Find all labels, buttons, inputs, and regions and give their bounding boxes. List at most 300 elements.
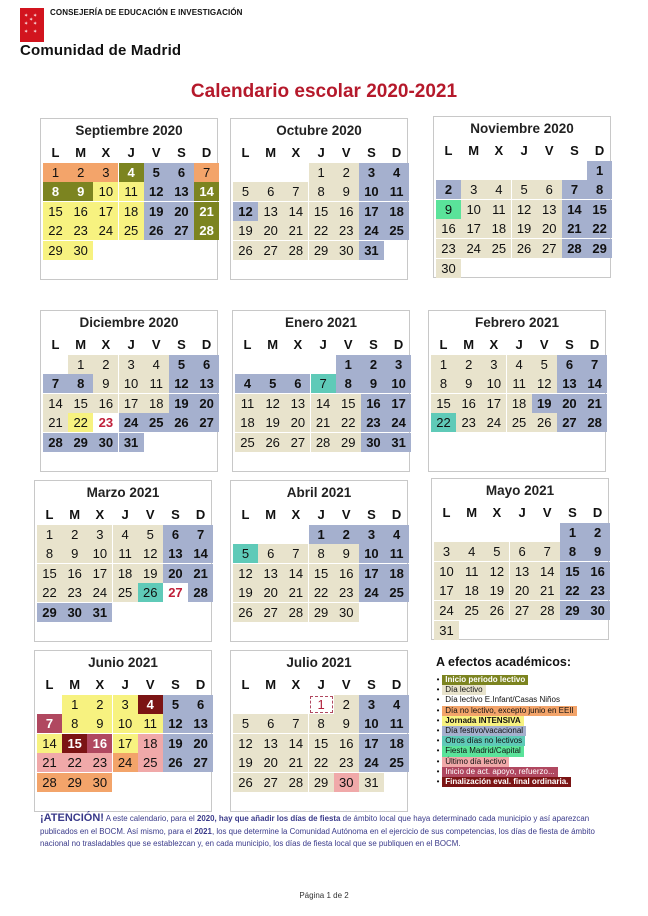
day-cell: 9 — [93, 374, 118, 393]
weekday-header: M — [468, 143, 480, 158]
day-cell: 31 — [434, 621, 459, 640]
day-cell: 8 — [62, 714, 87, 733]
day-cell: 9 — [68, 182, 93, 201]
day-cell: 26 — [169, 413, 194, 432]
day-cell: 4 — [507, 355, 532, 374]
day-cell: 24 — [87, 583, 112, 602]
day-cell: 20 — [163, 564, 188, 583]
legend-item — [436, 746, 636, 756]
day-cell: 10 — [359, 544, 384, 563]
day-cell: 14 — [562, 200, 587, 219]
month-title: Diciembre 2020 — [79, 315, 179, 330]
day-cell: 16 — [456, 394, 481, 413]
day-cell: 24 — [359, 221, 384, 240]
month-title: Julio 2021 — [286, 655, 352, 670]
weekday-header: D — [195, 677, 206, 692]
page-title: Calendario escolar 2020-2021 — [190, 81, 458, 102]
day-cell: 23 — [98, 415, 114, 431]
note-text-2: de ámbito local que haya determinado cada municipio y así aparezcan publicados en el BOCM. Así mismo, para el — [40, 814, 590, 836]
day-cell: 7 — [535, 542, 560, 561]
day-cell: 17 — [461, 219, 486, 238]
day-cell: 2 — [334, 163, 359, 182]
day-cell: 10 — [434, 562, 459, 581]
day-cell: 27 — [194, 413, 219, 432]
day-cell: 1 — [43, 163, 68, 182]
empty-cell — [484, 523, 509, 542]
empty-cell — [258, 695, 283, 714]
day-cell: 22 — [62, 753, 87, 772]
day-cell: 18 — [144, 394, 169, 413]
month-title: Noviembre 2020 — [470, 121, 574, 136]
day-cell: 5 — [512, 180, 537, 199]
day-cell: 12 — [138, 544, 163, 563]
day-cell: 16 — [334, 734, 359, 753]
day-cell: 10 — [359, 714, 384, 733]
day-cell: 19 — [138, 564, 163, 583]
day-cell: 21 — [43, 413, 68, 432]
day-cell: 19 — [169, 394, 194, 413]
day-cell: 11 — [113, 544, 138, 563]
bullet-icon: • — [436, 695, 440, 705]
legend-item — [436, 685, 636, 695]
day-cell: 1 — [68, 355, 93, 374]
bullet-icon: • — [436, 746, 440, 756]
day-cell: 22 — [309, 583, 334, 602]
weekday-header: V — [145, 677, 155, 692]
day-cell: 18 — [507, 394, 532, 413]
day-cell: 27 — [258, 773, 283, 792]
day-cell: 20 — [258, 221, 283, 240]
day-cell: 8 — [309, 544, 334, 563]
day-cell: 3 — [359, 695, 384, 714]
page-footer: Página 1 de 2 — [299, 891, 349, 900]
day-cell: 25 — [486, 239, 511, 258]
weekday-header: V — [151, 145, 161, 160]
weekday-header: S — [369, 337, 378, 352]
day-cell: 29 — [68, 433, 93, 452]
day-cell: 21 — [283, 753, 308, 772]
day-cell: 20 — [557, 394, 582, 413]
legend-title: A efectos académicos: — [436, 655, 572, 669]
legend-label: Finalización eval. final ordinaria. — [442, 777, 571, 787]
attention-label: ¡ATENCIÓN! — [40, 812, 104, 824]
day-cell: 23 — [334, 221, 359, 240]
day-cell: 6 — [169, 163, 194, 182]
day-cell: 30 — [87, 773, 112, 792]
day-cell: 1 — [37, 525, 62, 544]
day-cell: 24 — [359, 583, 384, 602]
weekday-header: D — [391, 145, 402, 160]
day-cell: 23 — [334, 753, 359, 772]
day-cell: 24 — [461, 239, 486, 258]
day-cell: 6 — [285, 374, 310, 393]
day-cell: 7 — [283, 182, 308, 201]
weekday-header: M — [265, 145, 277, 160]
day-cell: 10 — [386, 374, 411, 393]
day-cell: 14 — [283, 564, 308, 583]
day-cell: 19 — [532, 394, 557, 413]
day-cell: 1 — [587, 161, 612, 180]
day-cell: 22 — [43, 221, 68, 240]
weekday-header: J — [317, 677, 325, 692]
weekday-header: L — [51, 145, 60, 160]
day-cell: 25 — [235, 433, 260, 452]
day-cell: 8 — [68, 374, 93, 393]
month-grid — [233, 143, 407, 260]
day-cell: 15 — [309, 734, 334, 753]
weekday-header: M — [265, 677, 277, 692]
day-cell: 7 — [188, 525, 213, 544]
empty-cell — [486, 161, 511, 180]
day-cell: 27 — [510, 601, 535, 620]
empty-cell — [260, 355, 285, 374]
day-cell: 25 — [144, 413, 169, 432]
bullet-icon: • — [436, 705, 440, 715]
weekday-header: J — [121, 507, 129, 522]
day-cell: 12 — [163, 714, 188, 733]
legend-label: Último día lectivo — [442, 757, 509, 767]
weekday-header: D — [201, 145, 212, 160]
day-cell: 24 — [386, 413, 411, 432]
day-cell: 28 — [535, 601, 560, 620]
weekday-header: X — [489, 337, 499, 352]
weekday-header: M — [75, 145, 87, 160]
weekday-header: V — [145, 507, 155, 522]
day-cell: 29 — [560, 601, 585, 620]
bullet-icon: • — [436, 675, 440, 684]
day-cell: 4 — [138, 695, 163, 714]
month-grid — [434, 503, 608, 640]
empty-cell — [258, 163, 283, 182]
day-cell: 26 — [484, 601, 509, 620]
day-cell: 28 — [43, 433, 68, 452]
weekday-header: M — [265, 507, 277, 522]
weekday-header: L — [444, 143, 453, 158]
weekday-header: D — [391, 507, 402, 522]
day-cell: 17 — [359, 564, 384, 583]
weekday-header: L — [241, 677, 250, 692]
note-bold-2: 2021 — [194, 826, 212, 836]
day-cell: 11 — [384, 544, 409, 563]
weekday-header: V — [341, 677, 351, 692]
day-cell: 22 — [309, 221, 334, 240]
day-cell: 16 — [334, 564, 359, 583]
day-cell: 19 — [233, 221, 258, 240]
day-cell: 6 — [557, 355, 582, 374]
month-2 — [433, 116, 611, 278]
day-cell: 31 — [119, 433, 144, 452]
day-cell: 1 — [431, 355, 456, 374]
madrid-flag-logo: ✶ ✶ ✶ ✶ ✶ ✶ ✶ — [20, 8, 44, 42]
month-grid — [43, 143, 217, 260]
legend-item — [436, 726, 636, 736]
legend-item — [436, 675, 636, 685]
day-cell: 17 — [119, 394, 144, 413]
empty-cell — [258, 525, 283, 544]
bullet-icon: • — [436, 736, 440, 746]
day-cell: 13 — [163, 544, 188, 563]
day-cell: 8 — [309, 182, 334, 201]
day-cell: 13 — [188, 714, 213, 733]
month-title: Septiembre 2020 — [75, 123, 183, 138]
day-cell: 2 — [436, 180, 461, 199]
weekday-header: S — [177, 145, 186, 160]
day-cell: 13 — [510, 562, 535, 581]
weekday-header: X — [492, 505, 502, 520]
day-cell: 14 — [188, 544, 213, 563]
weekday-header: S — [171, 677, 180, 692]
weekday-header: X — [291, 677, 301, 692]
day-cell: 2 — [87, 695, 112, 714]
empty-cell — [285, 355, 310, 374]
day-cell: 5 — [144, 163, 169, 182]
day-cell: 29 — [309, 773, 334, 792]
weekday-header: V — [544, 143, 554, 158]
day-cell: 16 — [68, 202, 93, 221]
day-cell: 10 — [113, 714, 138, 733]
empty-cell — [434, 523, 459, 542]
empty-cell — [535, 523, 560, 542]
day-cell: 17 — [386, 394, 411, 413]
day-cell: 26 — [163, 753, 188, 772]
bullet-icon: • — [436, 766, 440, 776]
month-title: Marzo 2021 — [86, 485, 160, 500]
day-cell: 9 — [62, 544, 87, 563]
day-cell: 12 — [484, 562, 509, 581]
day-cell: 5 — [138, 525, 163, 544]
day-cell: 23 — [87, 753, 112, 772]
weekday-header: J — [515, 337, 523, 352]
day-cell: 26 — [233, 603, 258, 622]
department-name: CONSEJERÍA DE EDUCACIÓN E INVESTIGACIÓN — [50, 8, 243, 17]
day-cell: 27 — [188, 753, 213, 772]
month-grid — [431, 335, 605, 432]
day-cell: 16 — [62, 564, 87, 583]
legend-item — [436, 695, 636, 705]
day-cell: 22 — [336, 413, 361, 432]
day-cell: 24 — [359, 753, 384, 772]
day-cell: 13 — [194, 374, 219, 393]
day-cell: 1 — [309, 163, 334, 182]
day-cell: 21 — [582, 394, 607, 413]
day-cell: 3 — [113, 695, 138, 714]
day-cell: 26 — [532, 413, 557, 432]
day-cell: 21 — [535, 581, 560, 600]
day-cell: 12 — [233, 564, 258, 583]
weekday-header: M — [267, 337, 279, 352]
legend-label: Día lectivo E.Infant/Casas Niños — [442, 695, 563, 705]
legend — [436, 655, 636, 787]
day-cell: 31 — [87, 603, 112, 622]
day-cell: 10 — [461, 200, 486, 219]
day-cell: 15 — [43, 202, 68, 221]
legend-label: Día festivo/vacacional — [442, 726, 526, 736]
day-cell: 20 — [194, 394, 219, 413]
day-cell: 5 — [169, 355, 194, 374]
day-cell: 23 — [361, 413, 386, 432]
weekday-header: L — [51, 337, 60, 352]
bullet-icon: • — [436, 756, 440, 766]
day-cell: 22 — [560, 581, 585, 600]
day-cell: 2 — [585, 523, 610, 542]
day-cell: 9 — [334, 182, 359, 201]
day-cell: 25 — [384, 753, 409, 772]
day-cell: 30 — [334, 603, 359, 622]
day-cell: 5 — [233, 182, 258, 201]
day-cell: 21 — [311, 413, 336, 432]
day-cell: 4 — [459, 542, 484, 561]
legend-label: Día no lectivo, excepto junio en EEII — [442, 706, 577, 716]
month-1 — [230, 118, 408, 280]
legend-label: Inicio de act. apoyo, refuerzo... — [442, 767, 557, 777]
day-cell: 13 — [537, 200, 562, 219]
day-cell: 4 — [144, 355, 169, 374]
legend-item — [436, 777, 636, 787]
day-cell: 3 — [481, 355, 506, 374]
day-cell: 30 — [585, 601, 610, 620]
day-cell: 5 — [260, 374, 285, 393]
day-cell: 3 — [87, 525, 112, 544]
day-cell: 16 — [87, 734, 112, 753]
day-cell: 3 — [359, 525, 384, 544]
day-cell: 21 — [194, 202, 219, 221]
day-cell: 12 — [144, 182, 169, 201]
weekday-header: X — [95, 507, 105, 522]
day-cell: 21 — [37, 753, 62, 772]
day-cell: 14 — [283, 734, 308, 753]
day-cell: 30 — [436, 259, 461, 278]
day-cell: 25 — [138, 753, 163, 772]
day-cell: 8 — [587, 180, 612, 199]
day-cell: 23 — [585, 581, 610, 600]
day-cell: 28 — [311, 433, 336, 452]
day-cell: 4 — [384, 525, 409, 544]
legend-item — [436, 706, 636, 716]
weekday-header: M — [75, 337, 87, 352]
weekday-header: X — [291, 507, 301, 522]
day-cell: 22 — [37, 583, 62, 602]
day-cell: 25 — [459, 601, 484, 620]
month-title: Enero 2021 — [284, 315, 358, 330]
day-cell: 14 — [194, 182, 219, 201]
legend-item — [436, 757, 636, 767]
day-cell: 3 — [119, 355, 144, 374]
weekday-header: J — [121, 677, 129, 692]
day-cell: 17 — [113, 734, 138, 753]
weekday-header: M — [463, 337, 475, 352]
day-cell: 4 — [384, 695, 409, 714]
day-cell: 9 — [585, 542, 610, 561]
day-cell: 19 — [260, 413, 285, 432]
day-cell: 12 — [233, 734, 258, 753]
day-cell: 14 — [283, 202, 308, 221]
day-cell: 28 — [188, 583, 213, 602]
day-cell: 12 — [512, 200, 537, 219]
legend-label: Otros días no lectivos — [442, 736, 525, 746]
day-cell: 27 — [258, 603, 283, 622]
legend-label: Jornada INTENSIVA — [442, 716, 523, 726]
weekday-header: L — [241, 507, 250, 522]
day-cell: 4 — [486, 180, 511, 199]
weekday-header: X — [494, 143, 504, 158]
weekday-header: D — [391, 677, 402, 692]
day-cell: 9 — [334, 544, 359, 563]
day-cell: 2 — [334, 695, 359, 714]
day-cell: 10 — [93, 182, 118, 201]
day-cell: 18 — [486, 219, 511, 238]
day-cell: 20 — [510, 581, 535, 600]
empty-cell — [233, 695, 258, 714]
day-cell: 7 — [283, 544, 308, 563]
weekday-header: L — [241, 145, 250, 160]
weekday-header: S — [177, 337, 186, 352]
day-cell: 29 — [43, 241, 68, 260]
day-cell: 1 — [560, 523, 585, 542]
note-bold-1: 2020, hay que añadir los días de fiesta — [196, 814, 341, 823]
weekday-header: S — [570, 143, 579, 158]
day-cell: 27 — [258, 241, 283, 260]
day-cell: 2 — [93, 355, 118, 374]
day-cell: 3 — [434, 542, 459, 561]
day-cell: 19 — [144, 202, 169, 221]
day-cell: 21 — [562, 219, 587, 238]
day-cell: 28 — [37, 773, 62, 792]
day-cell: 6 — [510, 542, 535, 561]
day-cell: 16 — [334, 202, 359, 221]
day-cell: 13 — [258, 202, 283, 221]
day-cell: 30 — [361, 433, 386, 452]
day-cell: 8 — [43, 182, 68, 201]
day-cell: 18 — [113, 564, 138, 583]
empty-cell — [233, 163, 258, 182]
bullet-icon: • — [436, 777, 440, 787]
month-title: Abril 2021 — [286, 485, 352, 500]
weekday-header: V — [542, 505, 552, 520]
empty-cell — [311, 355, 336, 374]
day-cell: 25 — [507, 413, 532, 432]
day-cell: 2 — [456, 355, 481, 374]
legend-item — [436, 767, 636, 777]
weekday-header: D — [592, 505, 603, 520]
day-cell: 15 — [309, 564, 334, 583]
day-cell: 7 — [311, 374, 336, 393]
day-cell: 25 — [113, 583, 138, 602]
weekday-header: L — [45, 677, 54, 692]
day-cell: 22 — [309, 753, 334, 772]
day-cell: 30 — [93, 433, 118, 452]
weekday-header: J — [520, 143, 528, 158]
day-cell: 9 — [456, 374, 481, 393]
day-cell: 9 — [436, 200, 461, 219]
day-cell: 15 — [336, 394, 361, 413]
day-cell: 18 — [384, 734, 409, 753]
empty-cell — [436, 161, 461, 180]
day-cell: 6 — [194, 355, 219, 374]
weekday-header: S — [565, 337, 574, 352]
day-cell: 28 — [283, 603, 308, 622]
day-cell: 6 — [258, 714, 283, 733]
weekday-header: D — [393, 337, 404, 352]
day-cell: 30 — [334, 241, 359, 260]
day-cell: 3 — [93, 163, 118, 182]
note-text-3: , los que determine la Comunidad Autónoma en el ejercicio de sus competencias, los días de fiesta de ámbito nacional no trasladables que se establezcan y, en cada municipio, los días de fiesta local que se publiquen en el BOCM. — [40, 826, 595, 848]
month-6 — [34, 480, 212, 642]
day-cell: 6 — [537, 180, 562, 199]
day-cell: 5 — [233, 714, 258, 733]
day-cell: 12 — [260, 394, 285, 413]
weekday-header: X — [293, 337, 303, 352]
weekday-header: D — [589, 337, 600, 352]
